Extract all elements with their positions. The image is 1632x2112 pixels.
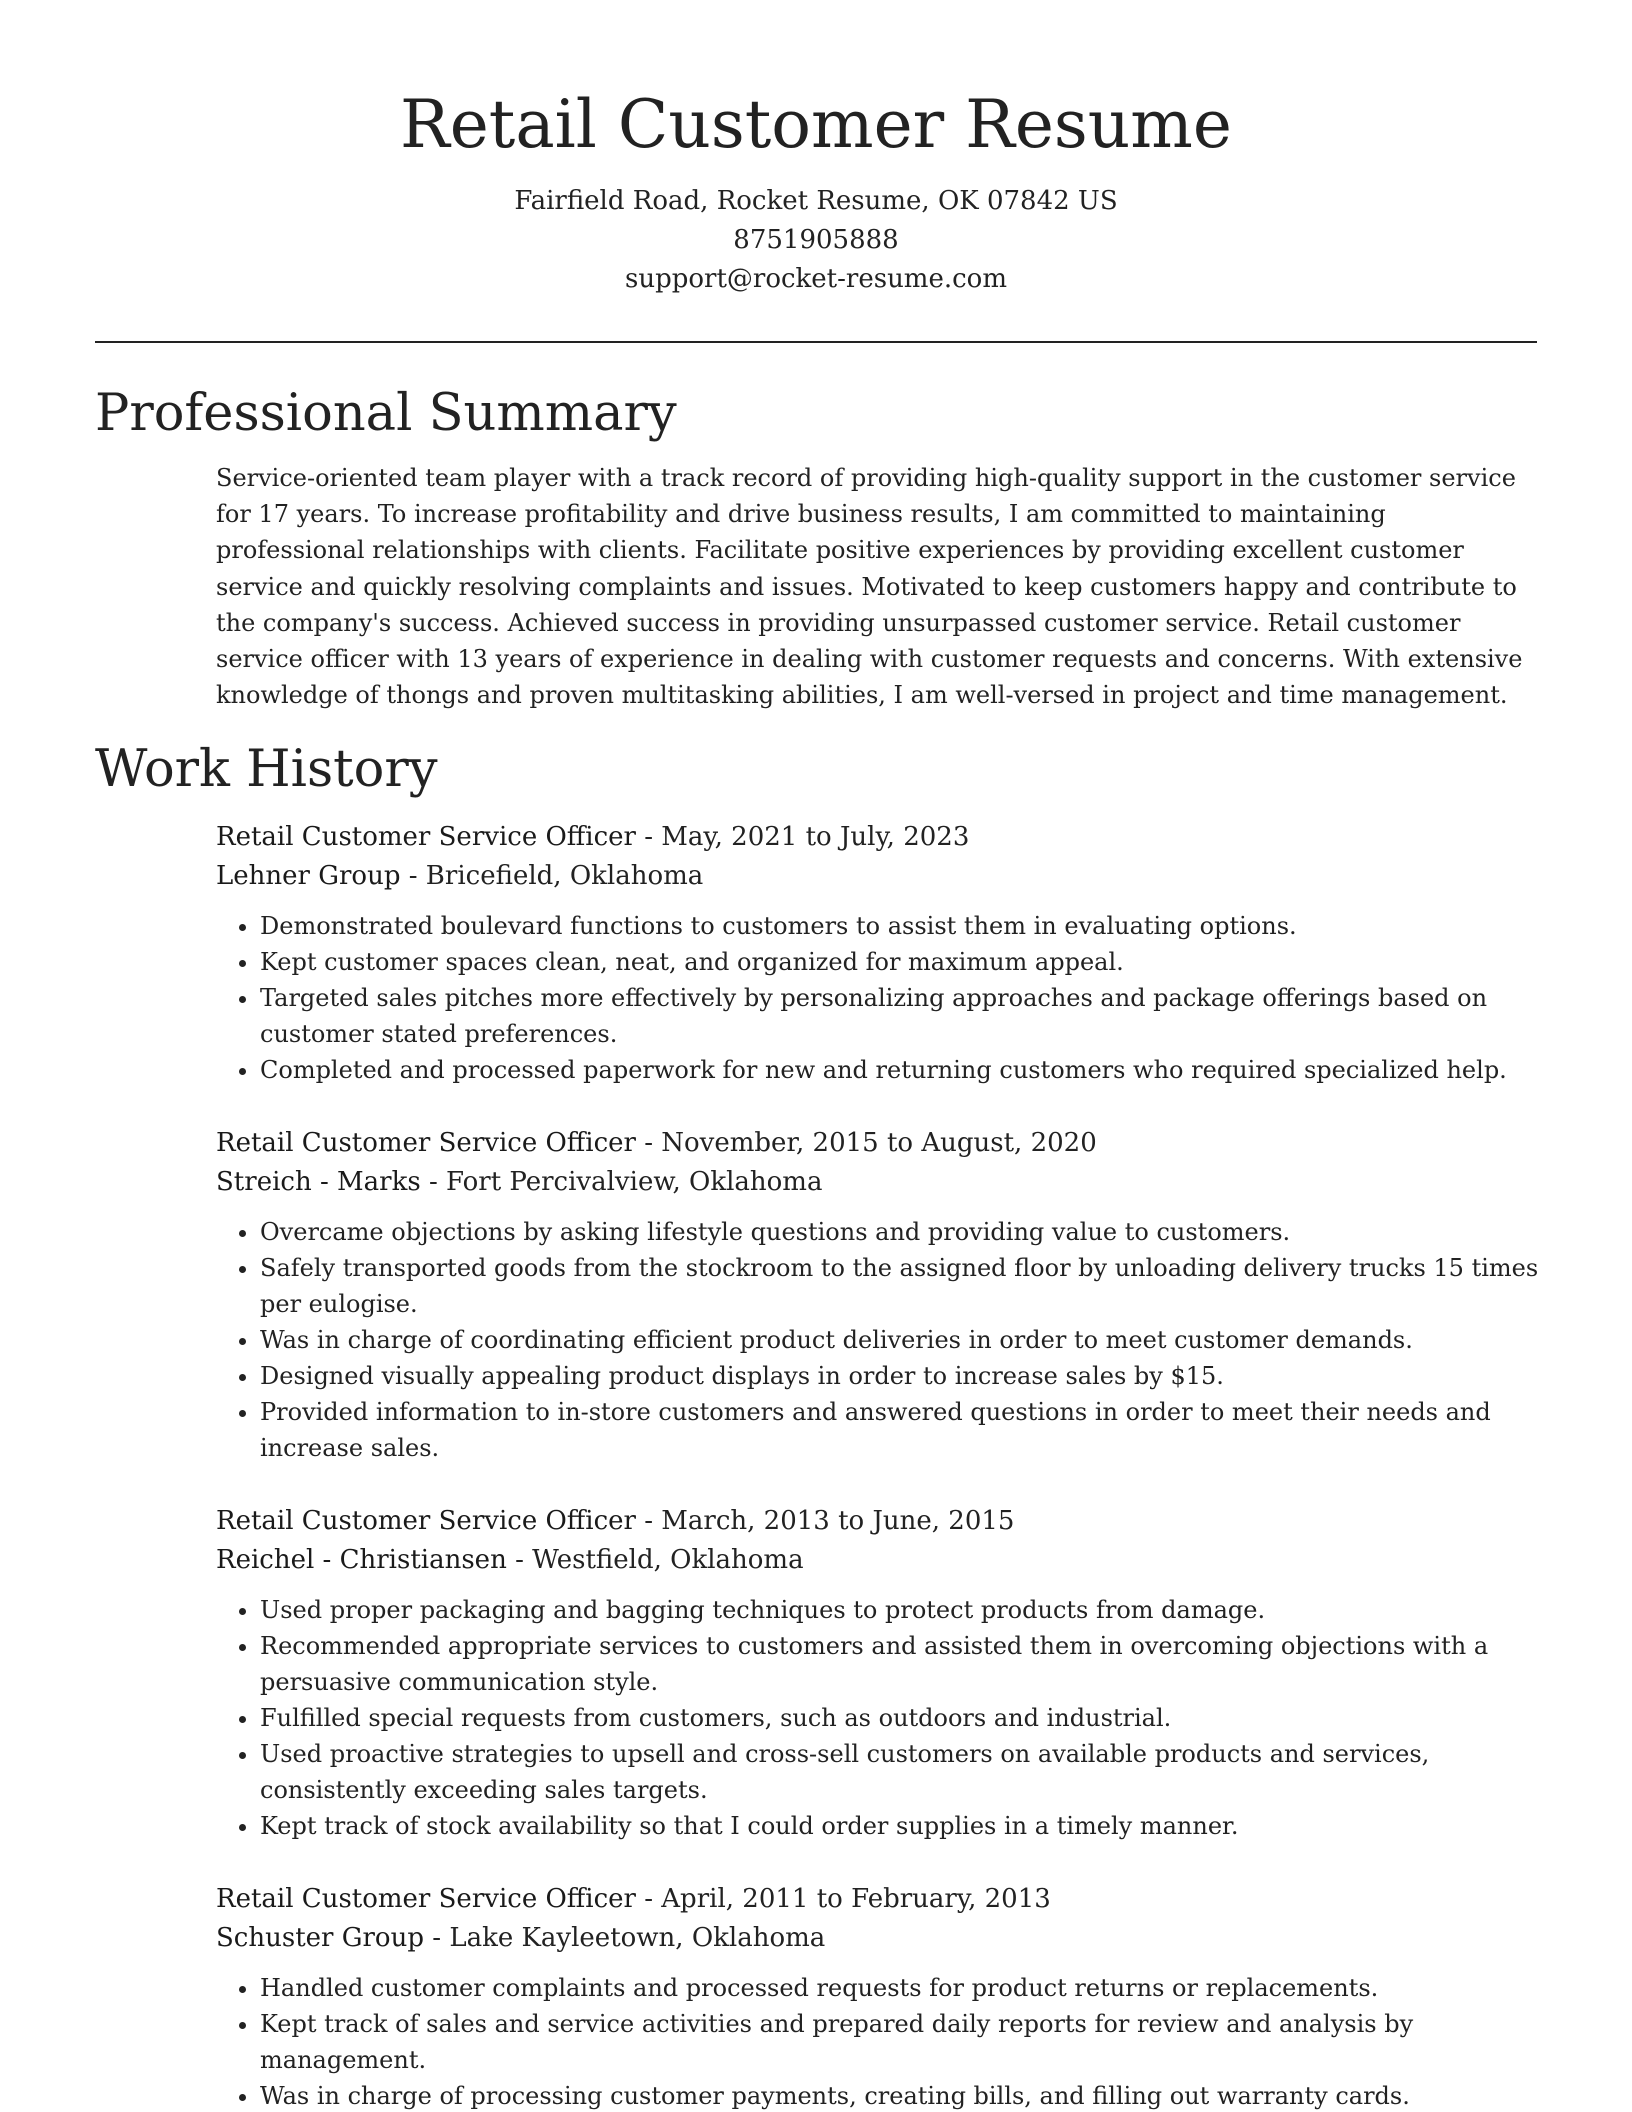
job-role-line <box>216 1502 1541 1541</box>
job-bullet: • Used proper packaging and bagging techniques to protect products from damage. <box>260 1592 1541 1628</box>
address-text: Fairfield Road, Rocket Resume, OK 07842 US <box>514 186 1118 216</box>
separator: - <box>644 822 662 852</box>
job-bullet: • Kept track of sales and service activities and prepared daily reports for review and analysis by management. <box>260 2006 1541 2078</box>
job-bullet: • Targeted sales pitches more effectively by personalizing approaches and package offerings based on customer stated preferences. <box>260 980 1541 1052</box>
separator: - <box>432 1923 450 1953</box>
resume-title: Retail Customer Resume <box>400 86 1232 163</box>
job-bullet: • Fulfilled special requests from customers, such as outdoors and industrial. <box>260 1700 1541 1736</box>
job-role-line <box>216 818 1541 857</box>
job-dates: April, 2011 to February, 2013 <box>661 1884 1051 1914</box>
job-company-line <box>216 1541 1541 1580</box>
resume-header <box>0 80 1632 299</box>
job-role-line <box>216 1124 1541 1163</box>
summary-text: Service-oriented team player with a track record of providing high-quality support in the customer service for 17 years. To increase profitability and drive business results, I am committed to maintaining professional relationships with clients. Facilitate positive experiences by providing excellent customer service and quickly resolving complaints and issues. Motivated to keep customers happy and contribute to the company's success. Achieved success in providing unsurpassed customer service. Retail customer service officer with 13 years of experience in dealing with customer requests and concerns. With extensive knowledge of thongs and proven multitasking abilities, I am well-versed in project and time management. <box>216 464 1523 710</box>
contact-info <box>0 182 1632 299</box>
job-company-line <box>216 857 1541 896</box>
job-bullet: • Was in charge of coordinating efficient product deliveries in order to meet customer demands. <box>260 1322 1541 1358</box>
header-divider <box>95 341 1537 343</box>
job-bullet: • Kept customer spaces clean, neat, and organized for maximum appeal. <box>260 944 1541 980</box>
job-company: Schuster Group <box>216 1923 424 1953</box>
phone-text: 8751905888 <box>733 225 899 255</box>
work-history-heading: Work History <box>95 740 438 799</box>
job-location: Bricefield, Oklahoma <box>425 861 704 891</box>
separator: - <box>644 1128 662 1158</box>
separator: - <box>644 1884 662 1914</box>
job-dates: May, 2021 to July, 2023 <box>661 822 970 852</box>
job-role: Retail Customer Service Officer <box>216 1884 636 1914</box>
job-dates: November, 2015 to August, 2020 <box>661 1128 1097 1158</box>
job-bullet: • Designed visually appealing product displays in order to increase sales by $15. <box>260 1358 1541 1394</box>
job-bullets <box>216 1592 1541 1844</box>
job-company-line <box>216 1163 1541 1202</box>
email-text: support@rocket-resume.com <box>624 264 1007 294</box>
job-dates: March, 2013 to June, 2015 <box>661 1506 1015 1536</box>
job-bullet: • Was in charge of processing customer payments, creating bills, and filling out warranty cards. <box>260 2078 1541 2112</box>
job-role: Retail Customer Service Officer <box>216 822 636 852</box>
job-company: Streich - Marks <box>216 1167 421 1197</box>
work-history-list <box>216 818 1541 2112</box>
job-role-line <box>216 1880 1541 1919</box>
job-bullets <box>216 908 1541 1088</box>
job-bullet: • Recommended appropriate services to customers and assisted them in overcoming objections with a persuasive communication style. <box>260 1628 1541 1700</box>
job-bullet: • Provided information to in-store customers and answered questions in order to meet their needs and increase sales. <box>260 1394 1541 1466</box>
job-location: Lake Kayleetown, Oklahoma <box>449 1923 826 1953</box>
job-company: Lehner Group <box>216 861 401 891</box>
job-entry <box>216 1124 1541 1466</box>
job-role: Retail Customer Service Officer <box>216 1128 636 1158</box>
job-entry <box>216 818 1541 1088</box>
separator: - <box>428 1167 446 1197</box>
job-bullet: • Handled customer complaints and processed requests for product returns or replacements. <box>260 1970 1541 2006</box>
job-role: Retail Customer Service Officer <box>216 1506 636 1536</box>
job-bullet: • Overcame objections by asking lifestyle questions and providing value to customers. <box>260 1214 1541 1250</box>
separator: - <box>408 861 426 891</box>
job-company: Reichel - Christiansen <box>216 1545 507 1575</box>
job-bullets <box>216 1214 1541 1466</box>
job-location: Fort Percivalview, Oklahoma <box>446 1167 823 1197</box>
job-company-line <box>216 1919 1541 1958</box>
job-bullet: • Demonstrated boulevard functions to customers to assist them in evaluating options. <box>260 908 1541 944</box>
job-entry <box>216 1502 1541 1844</box>
job-entry <box>216 1880 1541 2112</box>
separator: - <box>515 1545 533 1575</box>
job-bullet: • Used proactive strategies to upsell and cross-sell customers on available products and services, consistently exceeding sales targets. <box>260 1736 1541 1808</box>
job-bullets <box>216 1970 1541 2112</box>
summary-heading: Professional Summary <box>95 384 677 443</box>
job-bullet: • Completed and processed paperwork for new and returning customers who required specialized help. <box>260 1052 1541 1088</box>
job-location: Westfield, Oklahoma <box>532 1545 804 1575</box>
job-bullet: • Kept track of stock availability so that I could order supplies in a timely manner. <box>260 1808 1541 1844</box>
separator: - <box>644 1506 662 1536</box>
job-bullet: • Safely transported goods from the stockroom to the assigned floor by unloading delivery trucks 15 times per eulogise. <box>260 1250 1541 1322</box>
